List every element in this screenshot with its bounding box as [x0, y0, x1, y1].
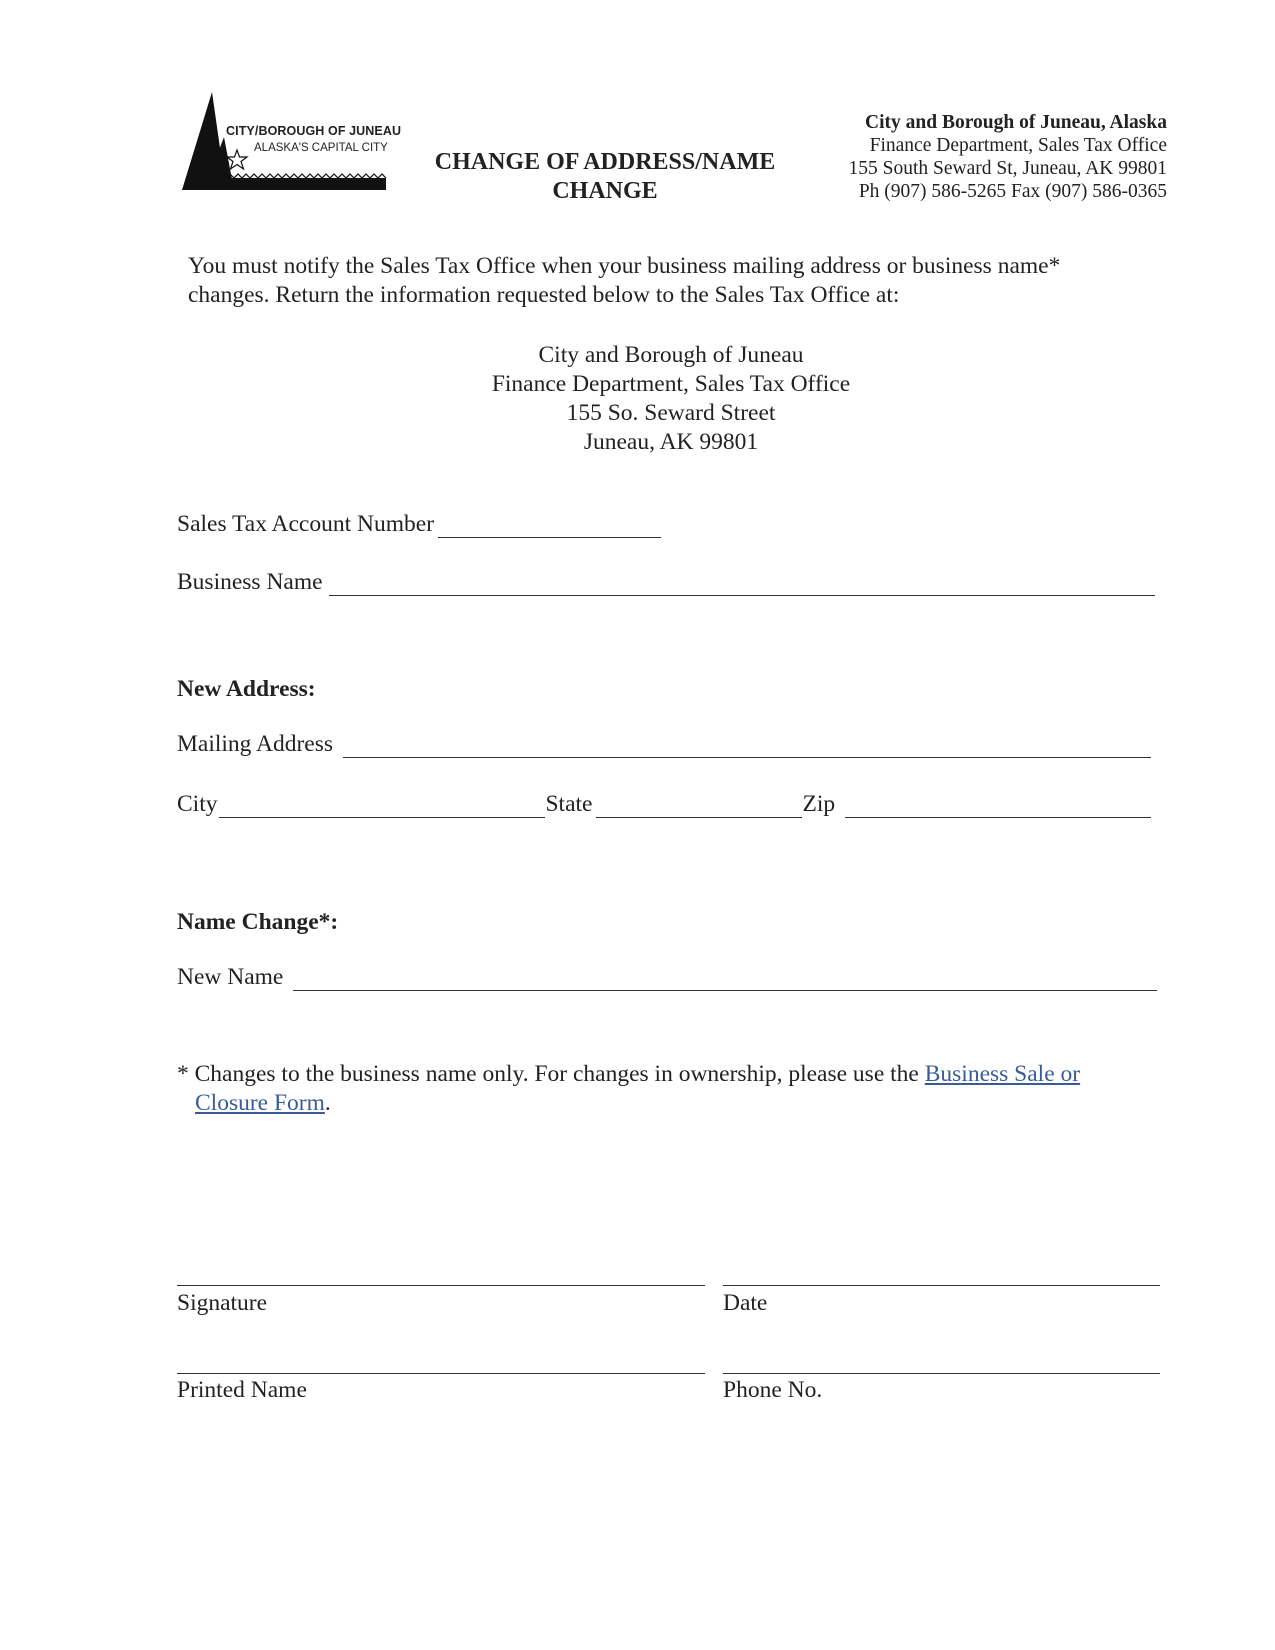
logo-line-2: ALASKA'S CAPITAL CITY [254, 142, 388, 154]
mailing-address-field[interactable] [343, 733, 1151, 758]
mailing-address-label: Mailing Address [177, 731, 334, 757]
form-title-line-1: CHANGE OF ADDRESS/NAME [434, 149, 776, 175]
office-department: Finance Department, Sales Tax Office [869, 135, 1167, 156]
date-line[interactable] [723, 1285, 1160, 1286]
printed-name-label: Printed Name [177, 1377, 307, 1403]
date-label: Date [723, 1290, 768, 1316]
return-address-line-4: Juneau, AK 99801 [583, 429, 759, 455]
account-number-field[interactable] [438, 513, 661, 538]
state-label: State [545, 791, 593, 817]
cbj-logo [182, 92, 402, 196]
intro-line-1: You must notify the Sales Tax Office when your business mailing address or business name* [188, 253, 1061, 279]
ownership-note [177, 1060, 1187, 1118]
mailing-address-row [177, 730, 1151, 758]
city-field[interactable] [219, 793, 545, 818]
business-name-row [177, 568, 1155, 596]
business-sale-closure-link[interactable]: Business Sale or [924, 1061, 1081, 1087]
office-phone-fax: Ph (907) 586-5265 Fax (907) 586-0365 [858, 181, 1167, 202]
phone-line[interactable] [723, 1373, 1160, 1374]
city-state-zip-row [177, 790, 1151, 818]
office-street: 155 South Seward St, Juneau, AK 99801 [848, 158, 1167, 179]
intro-paragraph [188, 252, 1188, 310]
new-name-row [177, 963, 1157, 991]
return-address-line-3: 155 So. Seward Street [566, 400, 776, 426]
return-address-line-2: Finance Department, Sales Tax Office [491, 371, 851, 397]
logo-line-1: CITY/BOROUGH OF JUNEAU [226, 124, 402, 138]
zip-label: Zip [802, 791, 836, 817]
office-name: City and Borough of Juneau, Alaska [865, 112, 1167, 133]
intro-line-2: changes. Return the information requested below to the Sales Tax Office at: [188, 282, 900, 308]
phone-label: Phone No. [723, 1377, 823, 1403]
form-title [405, 148, 805, 206]
printed-name-line[interactable] [177, 1373, 705, 1374]
new-name-field[interactable] [293, 966, 1157, 991]
business-name-label: Business Name [177, 569, 323, 595]
new-address-heading: New Address: [177, 676, 316, 702]
note-text: * Changes to the business name only. For changes in ownership, please use the [177, 1061, 925, 1087]
signature-label: Signature [177, 1290, 268, 1316]
new-name-label: New Name [177, 964, 284, 990]
office-contact-block [849, 111, 1168, 203]
return-address-line-1: City and Borough of Juneau [538, 342, 804, 368]
signature-line[interactable] [177, 1285, 705, 1286]
note-end: . [324, 1090, 331, 1116]
city-label: City [177, 791, 218, 817]
name-change-heading: Name Change*: [177, 909, 339, 935]
business-name-field[interactable] [329, 571, 1155, 596]
return-address-block [0, 341, 1275, 457]
account-number-label: Sales Tax Account Number [177, 511, 435, 537]
account-number-row [177, 510, 661, 538]
zip-field[interactable] [845, 793, 1151, 818]
form-title-line-2: CHANGE [552, 178, 658, 204]
state-field[interactable] [596, 793, 802, 818]
business-sale-closure-link-cont[interactable]: Closure Form [195, 1090, 325, 1116]
